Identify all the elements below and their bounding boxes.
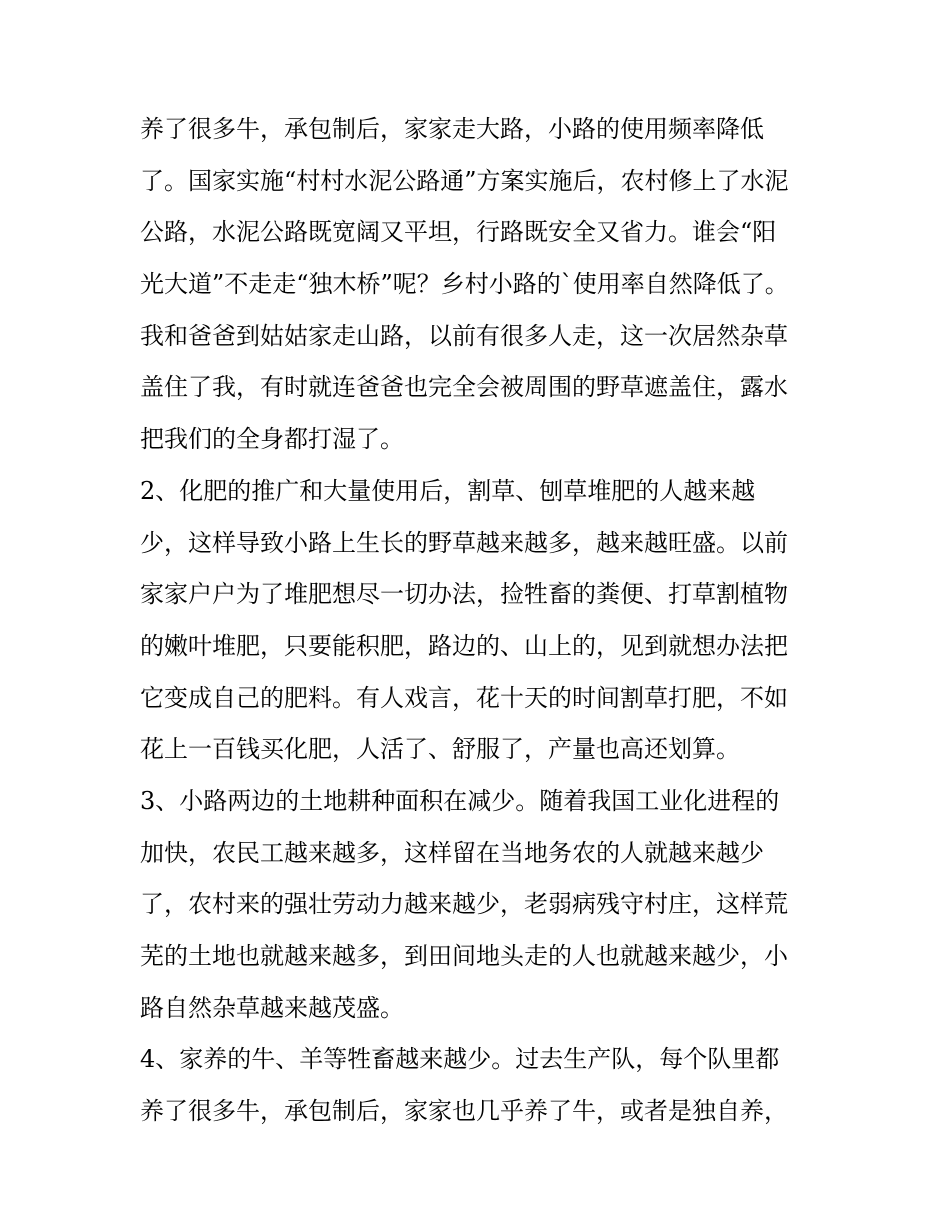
text-line: 少，这样导致小路上生长的野草越来越多，越来越旺盛。以前 <box>140 528 788 557</box>
text-line: 养了很多牛，承包制后，家家走大路，小路的使用频率降低 <box>140 115 764 143</box>
text-line: 光大道”不走走“独木桥”呢？乡村小路的`使用率自然降低了。 <box>140 270 789 299</box>
text-line: 了。国家实施“村村水泥公路通”方案实施后，农村修上了水泥 <box>140 166 789 195</box>
text-line: 公路，水泥公路既宽阔又平坦，行路既安全又省力。谁会“阳 <box>140 218 777 247</box>
text-line: 了，农村来的强壮劳动力越来越少，老弱病残守村庄，这样荒 <box>140 890 788 919</box>
text-line: 芜的土地也就越来越多，到田间地头走的人也就越来越少，小 <box>140 942 788 970</box>
text-line: 养了很多牛，承包制后，家家也几乎养了牛，或者是独自养， <box>140 1097 788 1126</box>
text-line: 把我们的全身都打湿了。 <box>140 425 404 454</box>
text-line: 它变成自己的肥料。有人戏言，花十天的时间割草打肥，不如 <box>140 683 788 712</box>
body-text <box>140 104 820 1138</box>
text-line: 花上一百钱买化肥，人活了、舒服了，产量也高还划算。 <box>140 735 740 764</box>
text-line: 加快，农民工越来越多，这样留在当地务农的人就越来越少 <box>140 838 764 867</box>
text-line: 盖住了我，有时就连爸爸也完全会被周围的野草遮盖住，露水 <box>140 373 788 402</box>
text-line: 2、化肥的推广和大量使用后，割草、刨草堆肥的人越来越 <box>140 476 756 505</box>
text-line: 路自然杂草越来越茂盛。 <box>140 993 404 1022</box>
text-line: 3、小路两边的土地耕种面积在减少。随着我国工业化进程的 <box>140 786 780 815</box>
text-line: 我和爸爸到姑姑家走山路，以前有很多人走，这一次居然杂草 <box>140 321 788 350</box>
text-line: 家家户户为了堆肥想尽一切办法，捡牲畜的粪便、打草割植物 <box>140 580 788 609</box>
text-line: 的嫩叶堆肥，只要能积肥，路边的、山上的，见到就想办法把 <box>140 631 788 660</box>
text-line: 4、家养的牛、羊等牲畜越来越少。过去生产队，每个队里都 <box>140 1045 780 1074</box>
